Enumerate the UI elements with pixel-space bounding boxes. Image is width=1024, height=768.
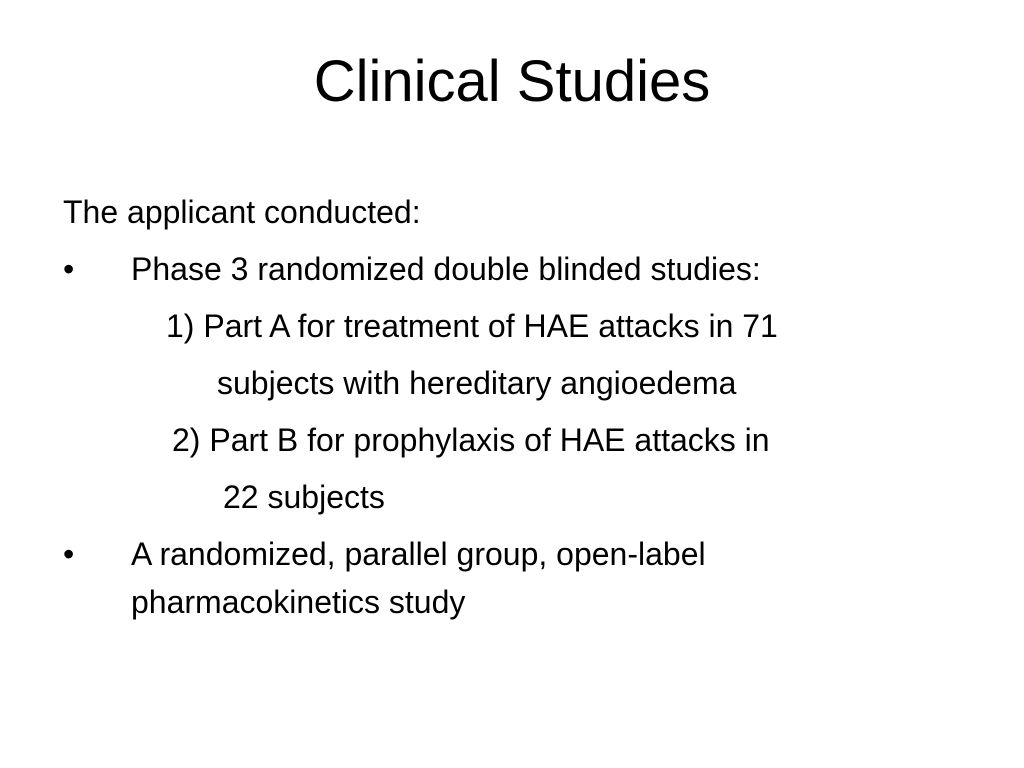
sub-item-1-line-1: 1) Part A for treatment of HAE attacks in 71 bbox=[166, 308, 778, 344]
sub-item-2-line-2: 22 subjects bbox=[223, 479, 385, 515]
bullet-2-line-2: pharmacokinetics study bbox=[131, 584, 466, 620]
bullet-icon: • bbox=[63, 536, 75, 572]
bullet-1-text: Phase 3 randomized double blinded studies: bbox=[131, 251, 761, 287]
slide-title: Clinical Studies bbox=[313, 49, 711, 114]
bullet-2-line-1: A randomized, parallel group, open-label bbox=[131, 536, 706, 572]
sub-item-2-line-1: 2) Part B for prophylaxis of HAE attacks in bbox=[172, 422, 770, 458]
intro-text: The applicant conducted: bbox=[63, 194, 421, 230]
bullet-icon: • bbox=[63, 251, 75, 287]
sub-item-1-line-2: subjects with hereditary angioedema bbox=[217, 365, 737, 401]
